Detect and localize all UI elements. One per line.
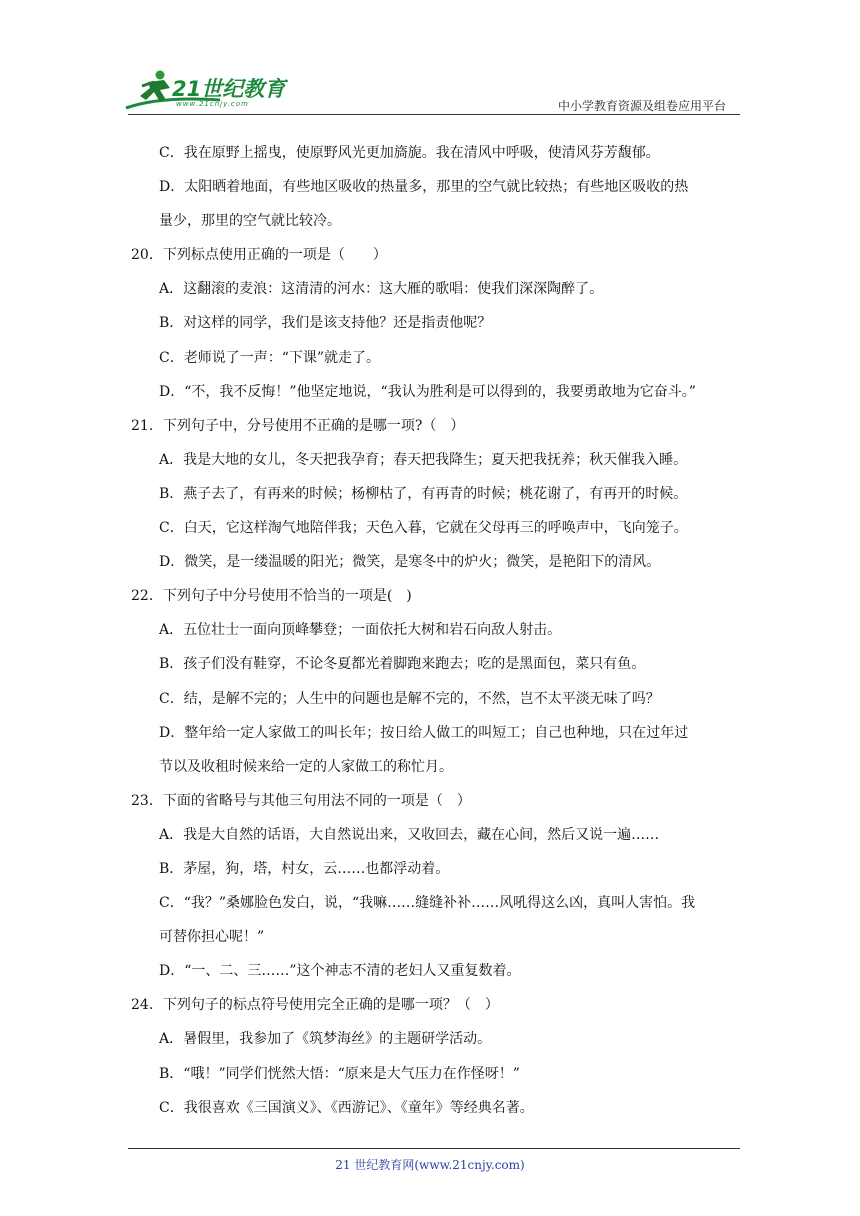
question-content (131, 136, 739, 1125)
option-line: A．这翻滚的麦浪：这清清的河水：这大雁的歌唱：使我们深深陶醉了。 (159, 281, 604, 298)
option-line: A．我是大自然的话语，大自然说出来，又收回去，藏在心间，然后又说一遍…… (159, 826, 660, 843)
option-line: C．白天，它这样淘气地陪伴我；天色入暮，它就在父母再三的呼唤声中，飞向笼子。 (159, 520, 688, 537)
brand-url: www.21cnjy.com (176, 100, 249, 108)
runner-logo-icon (120, 66, 295, 116)
option-line: C．老师说了一声：“下课”就走了。 (159, 349, 381, 366)
platform-title: 中小学教育资源及组卷应用平台 (557, 99, 726, 113)
question-stem: 20．下列标点使用正确的一项是（ ） (131, 247, 387, 264)
option-line: D．微笑，是一缕温暖的阳光；微笑，是寒冬中的炉火；微笑，是艳阳下的清风。 (159, 554, 661, 571)
question-stem: 21．下列句子中，分号使用不正确的是哪一项?（ ） (131, 417, 465, 434)
option-line: B．“哦！”同学们恍然大悟：“原来是大气压力在作怪呀！” (159, 1065, 520, 1082)
option-line: C．我很喜欢《三国演义》、《西游记》、《童年》等经典名著。 (159, 1099, 534, 1116)
brand-logo (120, 66, 295, 116)
option-line: A．我是大地的女儿，冬天把我孕育；春天把我降生；夏天把我抚养；秋天催我入睡。 (159, 451, 688, 468)
option-line: D．太阳晒着地面，有些地区吸收的热量多，那里的空气就比较热；有些地区吸收的热 (159, 179, 689, 196)
question-stem: 22．下列句子中分号使用不恰当的一项是( ) (131, 588, 412, 605)
question-stem: 23．下面的省略号与其他三句用法不同的一项是（ ） (131, 792, 471, 809)
footer-divider (128, 1148, 740, 1149)
option-line: C．我在原野上摇曳，使原野风光更加旖旎。我在清风中呼吸，使清风芬芳馥郁。 (159, 145, 660, 161)
option-line: 量少，那里的空气就比较冷。 (159, 213, 341, 230)
option-line: C．“我？”桑娜脸色发白，说，“我嘛……缝缝补补……风吼得这么凶，真叫人害怕。我 (159, 895, 696, 912)
option-line: A．暑假里，我参加了《筑梦海丝》的主题研学活动。 (159, 1031, 492, 1048)
option-line: D．“一、二、三……”这个神志不清的老妇人又重复数着。 (159, 963, 521, 980)
brand-name: 21世纪教育 (172, 77, 286, 101)
header-divider (128, 114, 740, 115)
question-stem: 24．下列句子的标点符号使用完全正确的是哪一项？（ ） (131, 997, 499, 1014)
option-line: B．茅屋，狗，塔，村女，云……也都浮动着。 (159, 860, 450, 877)
option-line: B．燕子去了，有再来的时候；杨柳枯了，有再青的时候；桃花谢了，有再开的时候。 (159, 485, 688, 502)
option-line: D．“不，我不反悔！”他坚定地说，“我认为胜利是可以得到的，我要勇敢地为它奋斗。” (159, 383, 696, 400)
option-line: 可替你担心呢！” (159, 929, 265, 946)
footer-text: 21 世纪教育网(www.21cnjy.com) (335, 1158, 525, 1172)
option-line: B．孩子们没有鞋穿，不论冬夏都光着脚跑来跑去；吃的是黑面包，菜只有鱼。 (159, 656, 646, 673)
option-line: A．五位壮士一面向顶峰攀登；一面依托大树和岩石向敌人射击。 (159, 622, 562, 639)
option-line: D．整年给一定人家做工的叫长年；按日给人做工的叫短工；自己也种地，只在过年过 (159, 724, 689, 741)
option-line: C．结，是解不完的；人生中的问题也是解不完的，不然，岂不太平淡无味了吗？ (159, 690, 660, 707)
option-line: 节以及收租时候来给一定的人家做工的称忙月。 (159, 758, 453, 775)
option-line: B．对这样的同学，我们是该支持他？还是指责他呢？ (159, 315, 492, 332)
